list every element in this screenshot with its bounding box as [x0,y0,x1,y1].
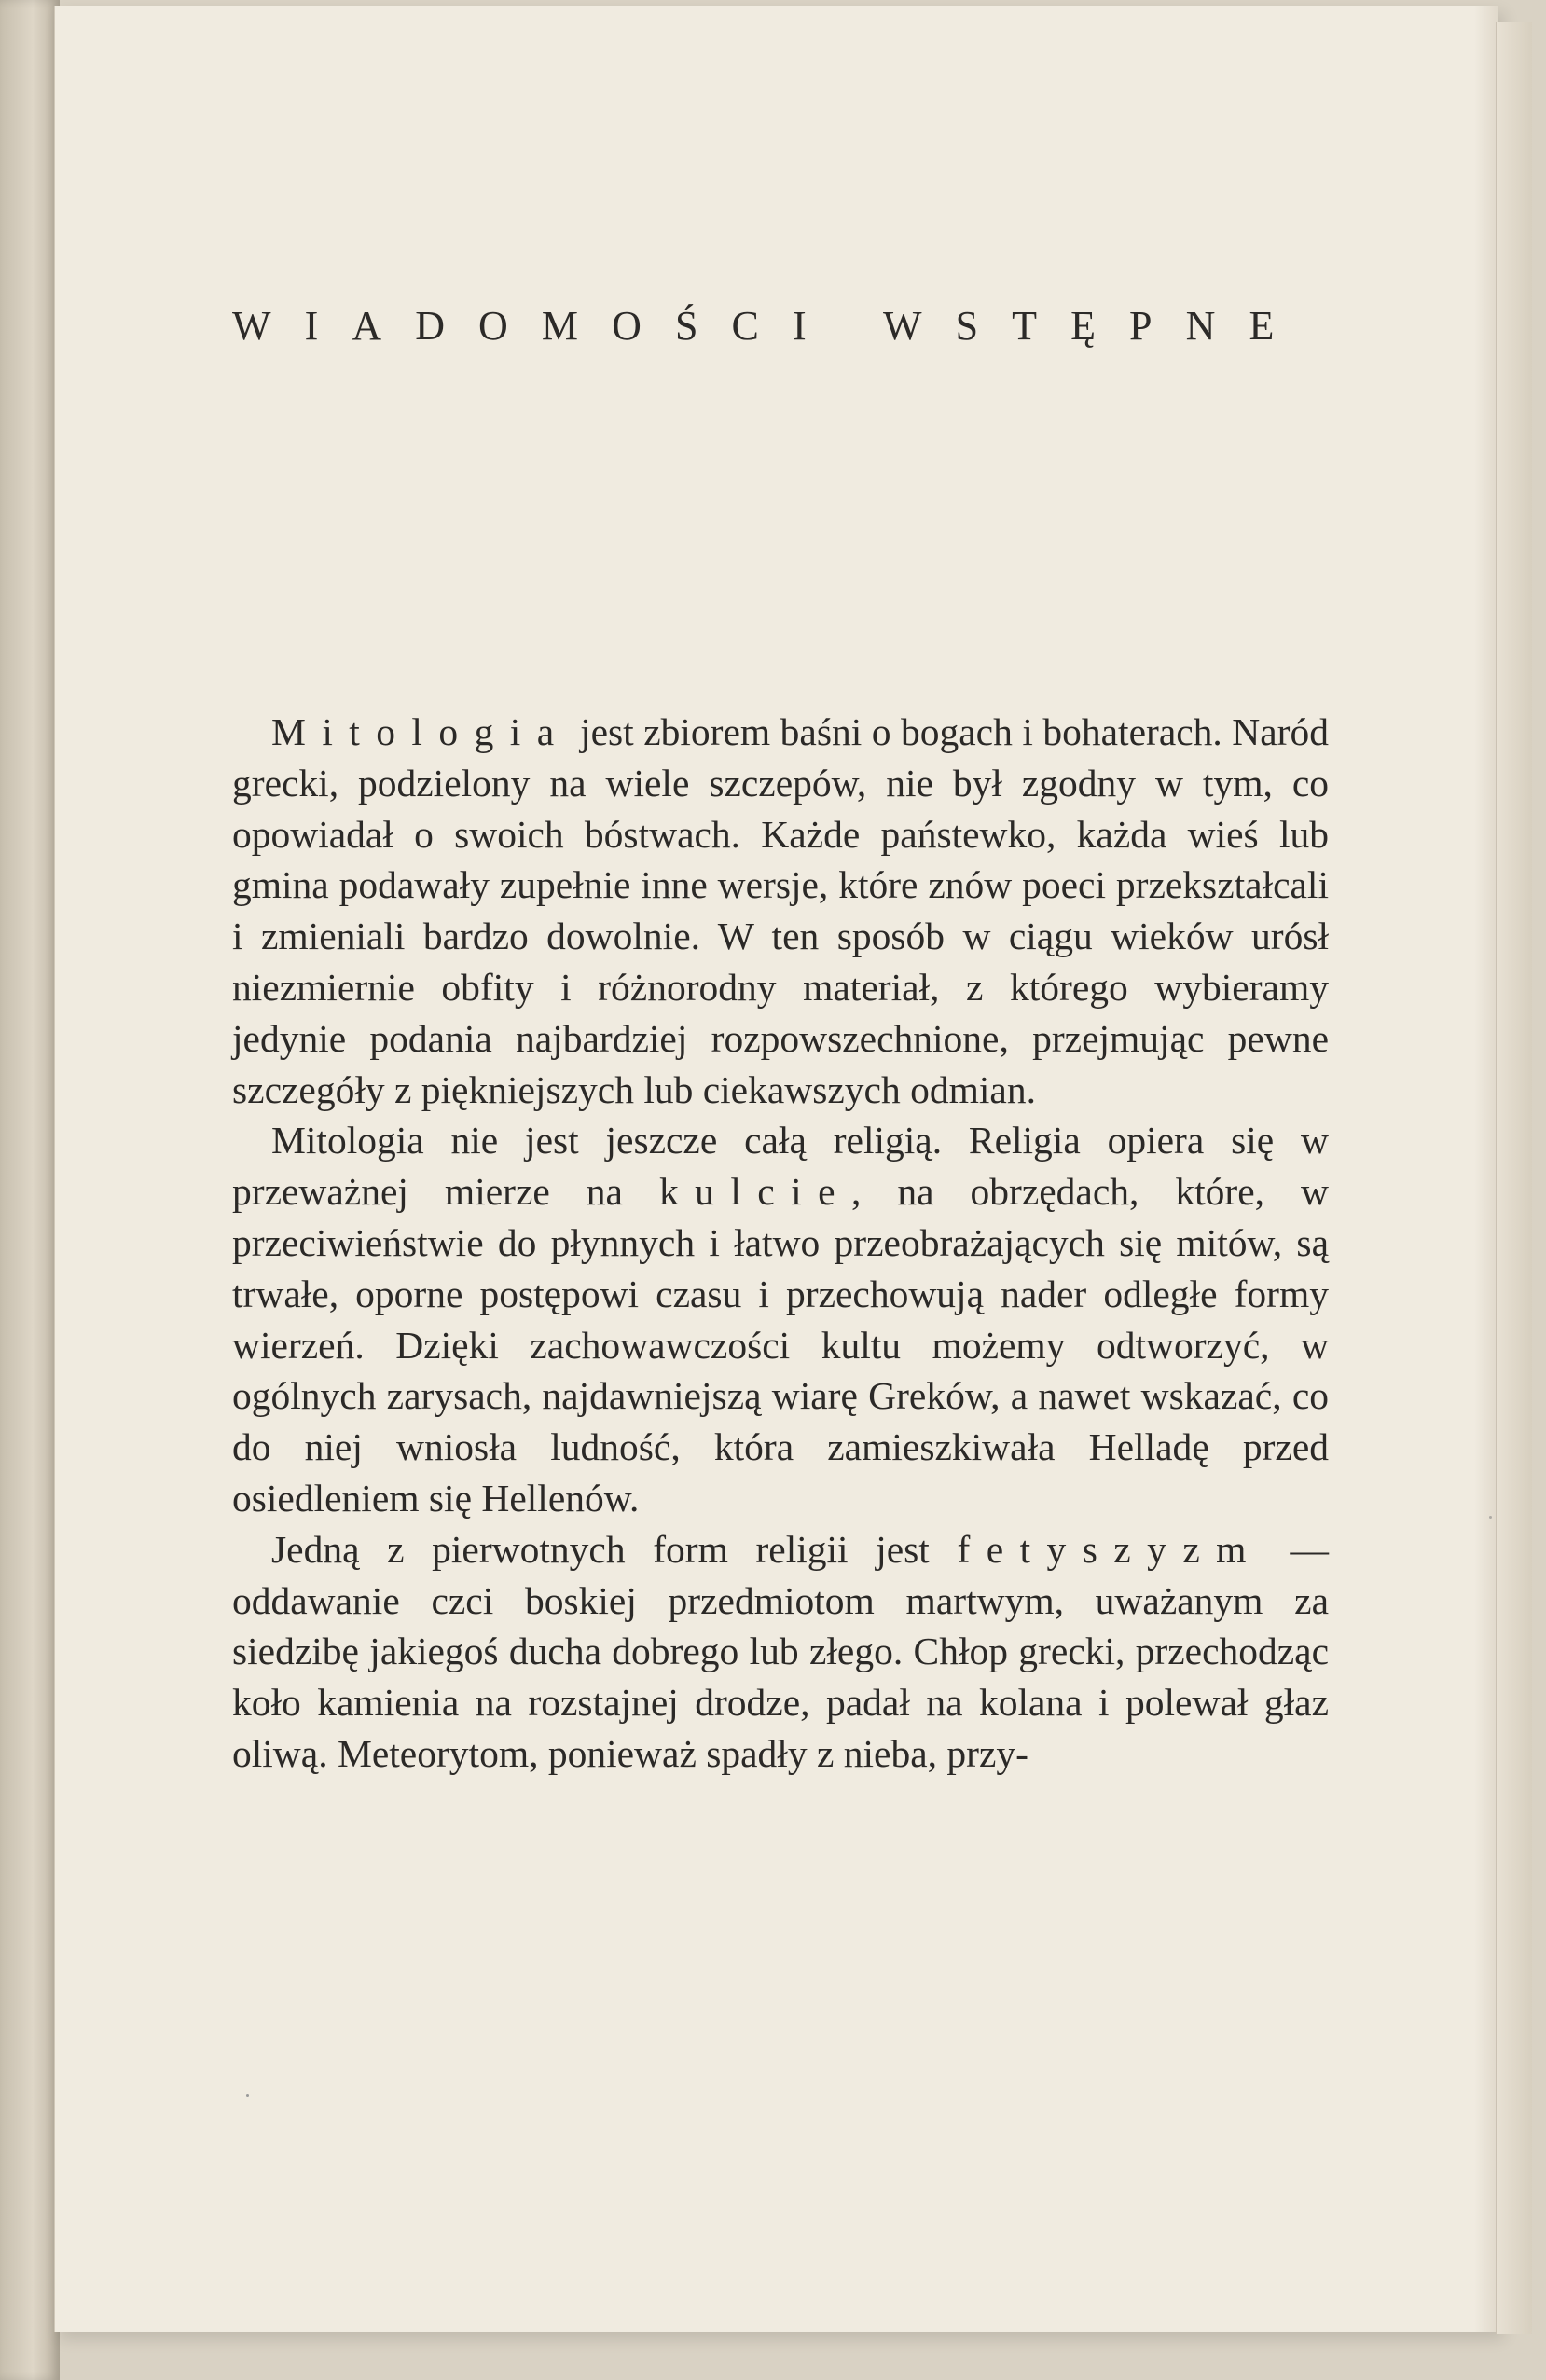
page-body [232,707,1329,1780]
paragraph-3-text-end: — oddawanie czci boskiej przedmiotom martwym, uważanym za siedzibę jakiegoś ducha dobrego lub złego. Chłop grecki, przechodząc koło kamienia na rozstajnej drodze, padał na kolana i polewał głaz oliwą. Meteorytom, ponieważ spadły z nieba, przy- [232,1527,1330,1775]
paragraph-1-text: jest zbiorem baśni o bogach i bohaterach. Naród grecki, podzielony na wiele szczepów, nie był zgodny w tym, co opowiadał o swoich bóstwach. Każde państewko, każda wieś lub gmina podawały zupełnie inne wersje, które znów poeci przekształcali i zmieniali bardzo dowolnie. W ten sposób w ciągu wieków urósł niezmiernie obfity i różnorodny materiał, z którego wybieramy jedynie podania najbardziej rozpowszechnione, przejmując pewne szczegóły z piękniejszych lub ciekawszych odmian. [232,710,1329,1111]
spaced-term-mitologia: Mitologia [271,710,571,753]
paragraph-1 [232,707,1329,1115]
facing-page-edge [0,0,60,2380]
paragraph-2-text-start: Mitologia nie jest jeszcze całą religią. Religia opiera się w przeważnej mierze na [232,1119,1329,1214]
spaced-term-kulcie: kulcie [658,1170,851,1214]
paper-speck [246,2094,249,2097]
paper-speck [1489,1516,1492,1519]
page-stack-edge [1496,22,1532,2334]
paragraph-2-text-end: , na obrzędach, które, w przeciwieństwie do płynnych i łatwo przeobrażających się mitów, są trwałe, oporne postępowi czasu i przechowują nader odległe formy wierzeń. Dzięki zachowawczości kultu możemy odtworzyć, w ogólnych zarysach, najdawniejszą wiarę Greków, a nawet wskazać, co do niej wniosła ludność, która zamieszkiwała Helladę przed osiedleniem się Hellenów. [232,1170,1329,1520]
spaced-term-fetyszyzm: fetyszyzm [957,1527,1263,1571]
book-page [54,6,1498,2332]
paragraph-3-text-start: Jedną z pierwotnych form religii jest [271,1527,958,1571]
paragraph-2 [232,1115,1329,1523]
chapter-title: WIADOMOŚCI WSTĘPNE [232,303,1308,349]
paragraph-3 [232,1524,1329,1780]
